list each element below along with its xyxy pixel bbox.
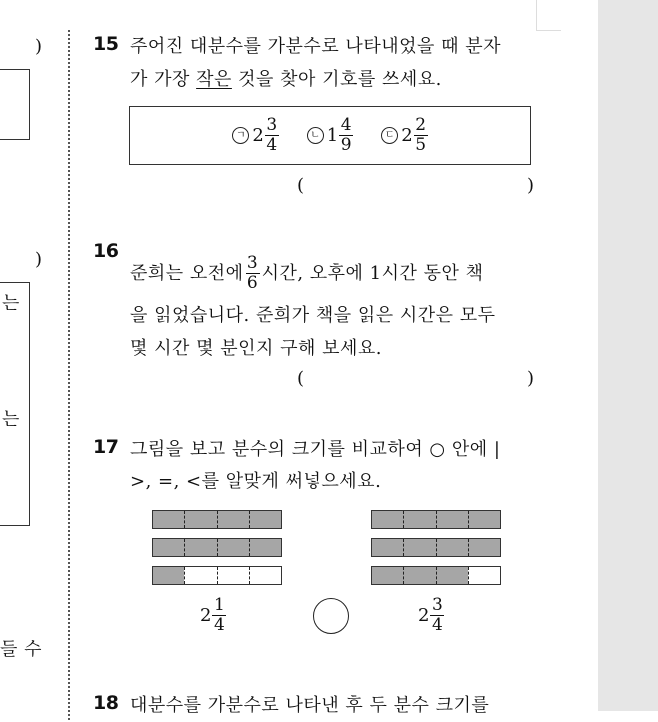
filled-segment xyxy=(403,511,435,528)
left-box-1 xyxy=(0,69,30,140)
fraction-bar-row xyxy=(152,510,282,529)
underlined-word: 작은 xyxy=(196,69,232,90)
empty-segment xyxy=(249,567,281,584)
question-text: 그림을 보고 분수의 크기를 비교하여 ○ 안에 | xyxy=(130,439,501,460)
numerator: 4 xyxy=(340,115,352,135)
fraction-bar-row xyxy=(152,538,282,557)
filled-segment xyxy=(217,511,249,528)
fraction-bar-row xyxy=(371,538,501,557)
question-text: >, =, <를 알맞게 써넣으세요. xyxy=(130,471,382,492)
choice-symbol: ㄱ xyxy=(232,127,249,144)
fraction xyxy=(430,596,444,635)
left-text: 는 xyxy=(2,293,20,314)
denominator: 4 xyxy=(266,135,278,155)
answer-paren-open: ( xyxy=(297,175,305,196)
whole-number: 2 xyxy=(252,125,264,146)
filled-segment xyxy=(403,567,435,584)
denominator: 4 xyxy=(214,615,225,635)
question-text: 주어진 대분수를 가분수로 나타내었을 때 분자 xyxy=(130,36,501,57)
choices-box xyxy=(129,106,531,165)
filled-segment xyxy=(217,539,249,556)
numerator: 1 xyxy=(214,595,225,615)
denominator: 9 xyxy=(340,135,352,155)
fraction xyxy=(414,116,428,155)
choice-c xyxy=(381,116,427,155)
whole-number: 2 xyxy=(418,605,430,626)
column-divider xyxy=(68,30,70,720)
filled-segment xyxy=(403,539,435,556)
question-text xyxy=(130,254,484,293)
fraction-bar-row xyxy=(371,510,501,529)
text-part: 것을 찾아 기호를 쓰세요. xyxy=(231,69,442,90)
filled-segment xyxy=(184,539,216,556)
page-margin xyxy=(598,0,658,711)
text-part: 준희는 오전에 xyxy=(130,262,244,284)
answer-paren-open: ( xyxy=(297,368,305,389)
left-answer-paren: ) xyxy=(35,249,43,270)
comparison-circle[interactable] xyxy=(313,598,349,634)
question-text: 을 읽었습니다. 준희가 책을 읽은 시간은 모두 xyxy=(130,305,496,326)
denominator: 4 xyxy=(432,615,443,635)
numerator: 3 xyxy=(266,115,278,135)
choice-symbol: ㄷ xyxy=(381,127,398,144)
answer-paren-close: ) xyxy=(527,368,535,389)
numerator: 3 xyxy=(246,253,259,273)
answer-paren-close: ) xyxy=(527,175,535,196)
text-part: 가 가장 xyxy=(130,69,197,90)
filled-segment xyxy=(153,567,184,584)
whole-number: 1 xyxy=(326,125,339,146)
whole-number: 2 xyxy=(401,125,413,146)
filled-segment xyxy=(436,511,468,528)
right-mixed-number xyxy=(418,596,444,635)
fraction xyxy=(212,596,226,635)
choice-a xyxy=(232,116,278,155)
filled-segment xyxy=(249,539,281,556)
choice-symbol: ㄴ xyxy=(307,127,324,144)
question-number: 16 xyxy=(93,240,119,262)
question-number: 18 xyxy=(93,692,119,714)
denominator: 5 xyxy=(415,135,427,155)
filled-segment xyxy=(153,511,184,528)
filled-segment xyxy=(436,539,468,556)
filled-segment xyxy=(372,567,403,584)
left-answer-paren: ) xyxy=(35,36,43,57)
question-number: 15 xyxy=(93,33,119,55)
denominator: 6 xyxy=(246,273,259,293)
question-text xyxy=(130,64,442,96)
empty-segment xyxy=(184,567,216,584)
fraction xyxy=(246,254,260,293)
numerator: 2 xyxy=(415,115,427,135)
whole-number: 2 xyxy=(200,605,212,626)
page-corner-mark xyxy=(536,0,561,31)
filled-segment xyxy=(372,511,403,528)
filled-segment xyxy=(468,511,500,528)
left-text: 들 수 xyxy=(0,639,42,660)
fraction xyxy=(339,116,353,155)
filled-segment xyxy=(249,511,281,528)
empty-segment xyxy=(217,567,249,584)
filled-segment xyxy=(153,539,184,556)
filled-segment xyxy=(372,539,403,556)
text-part: 시간, 오후에 1시간 동안 책 xyxy=(261,262,484,284)
filled-segment xyxy=(468,539,500,556)
question-text: 몇 시간 몇 분인지 구해 보세요. xyxy=(130,338,382,359)
question-number: 17 xyxy=(93,436,119,458)
empty-segment xyxy=(468,567,500,584)
numerator: 3 xyxy=(432,595,443,615)
filled-segment xyxy=(436,567,468,584)
fraction-bar-row xyxy=(371,566,501,585)
fraction xyxy=(265,116,279,155)
left-text: 는 xyxy=(2,409,20,430)
choice-b xyxy=(307,116,353,155)
fraction-bar-row xyxy=(152,566,282,585)
left-mixed-number xyxy=(200,596,226,635)
question-text: 대분수를 가분수로 나타낸 후 두 분수 크기를 xyxy=(130,695,490,716)
filled-segment xyxy=(184,511,216,528)
